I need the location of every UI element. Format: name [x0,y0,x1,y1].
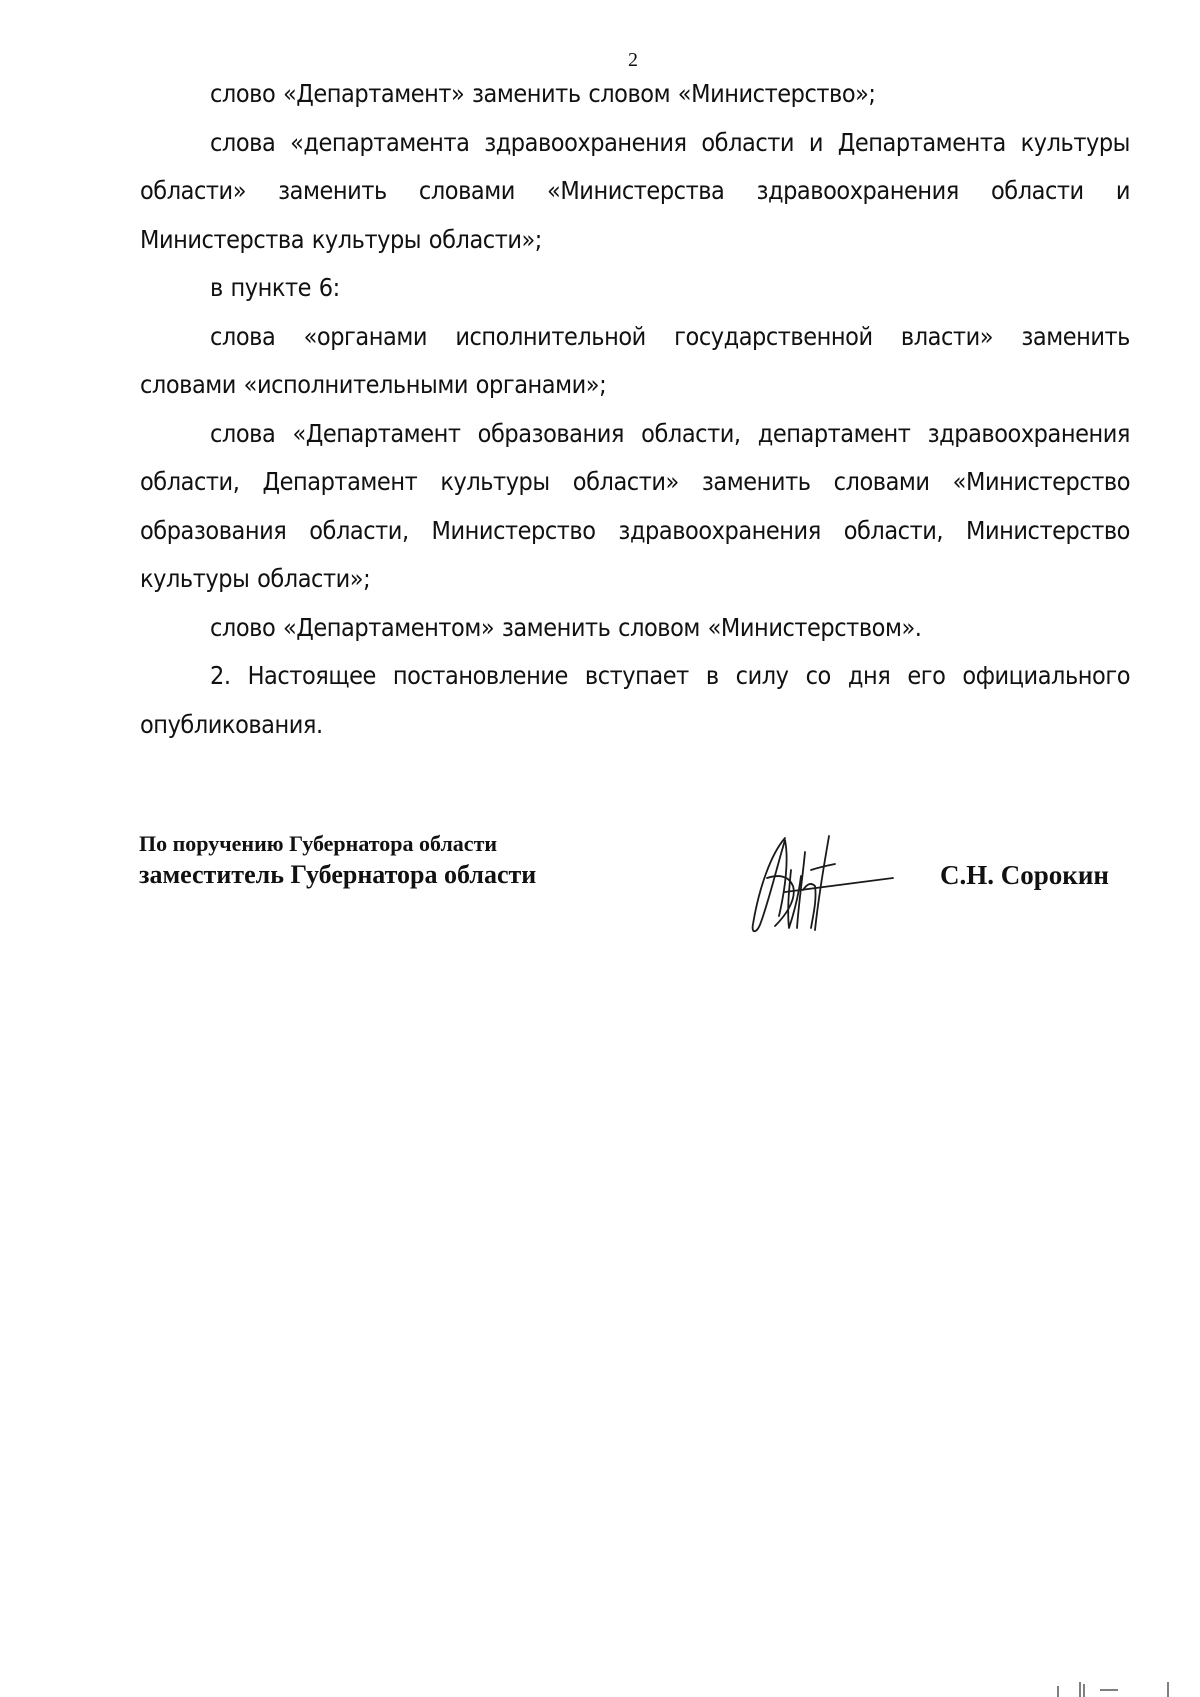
paragraph-5: слова «Департамент образования области, департамент здравоохранения области, Департамент культуры области» заменить словами «Министерство образования области, Министерство здравоохранения области, Министерство культуры области»; [140,418,1130,593]
signatory-position-line: заместитель Губернатора области [139,860,537,889]
paragraph-4: слова «органами исполнительной государственной власти» заменить словами «исполнительными органами»; [140,321,1130,399]
signatory-title [139,830,536,892]
handwritten-signature [745,830,895,940]
paragraph-7: 2. Настоящее постановление вступает в силу со дня его официального опубликования. [140,661,1130,739]
signatory-authority-line: По поручению Губернатора области [139,831,498,856]
signatory-name: С.Н. Сорокин [940,860,1109,890]
paragraph-6: слово «Департаментом» заменить словом «Министерством». [210,612,922,642]
paragraph-3: в пункте 6: [210,273,340,302]
paragraph-2: слова «департамента здравоохранения области и Департамента культуры области» заменить словами «Министерства здравоохранения области и Министерства культуры области»; [140,127,1130,254]
scan-edge-marks [1040,1680,1200,1697]
paragraph-1: слово «Департамент» заменить словом «Министерство»; [210,79,876,108]
page-number: 2 [628,49,638,71]
document-body [140,70,1130,749]
